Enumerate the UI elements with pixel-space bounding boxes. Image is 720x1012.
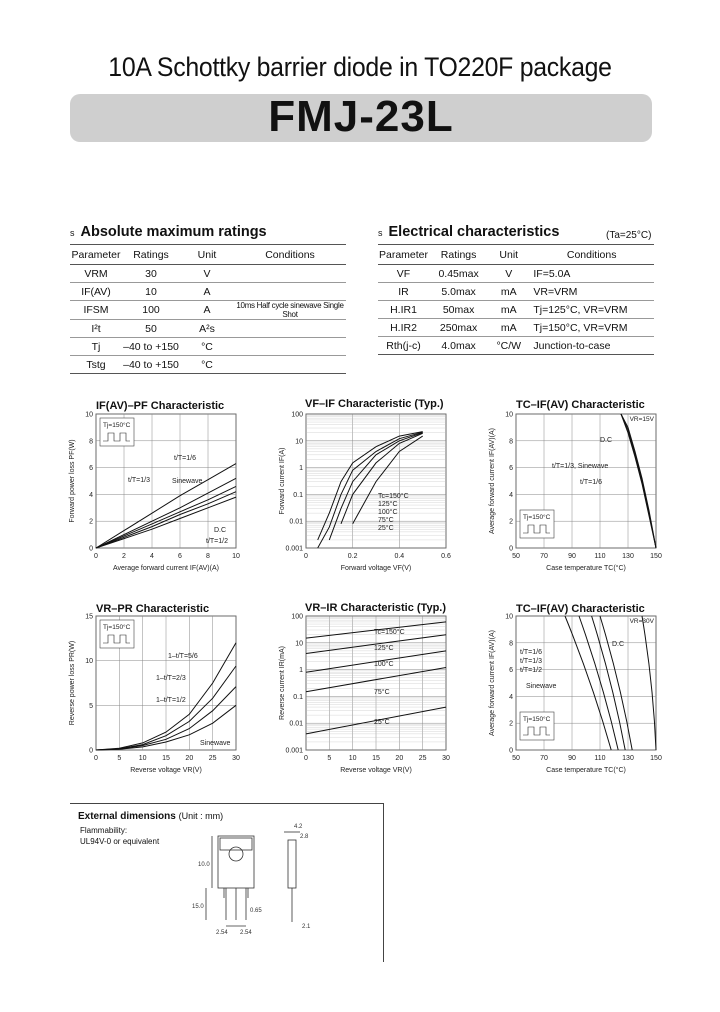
- table-row: H.IR1 50max mA Tj=125°C, VR=VRM: [378, 301, 654, 319]
- x-tick-label: 30: [442, 755, 450, 762]
- annotation-label: Sinewave: [200, 740, 231, 747]
- annotation-label: 1–t/T=1/2: [156, 697, 186, 704]
- x-tick-label: 25: [208, 755, 217, 762]
- dim-label: 2.1: [302, 924, 311, 930]
- annotation-label: D.C: [612, 641, 625, 648]
- chart6-title: TC–IF(AV) Characteristic: [516, 603, 645, 615]
- y-tick-label: 2: [89, 518, 93, 526]
- y-tick-label: 0.01: [289, 720, 303, 728]
- chart-if-vs-tc-15v: [480, 410, 680, 580]
- x-tick-label: 20: [185, 755, 194, 762]
- x-axis-label: Average forward current IF(AV)(A): [113, 565, 219, 572]
- annotation-label: 100°C: [378, 509, 398, 516]
- x-tick-label: 0.6: [441, 553, 451, 560]
- col-header: Unit: [180, 245, 234, 265]
- package-outline-drawing: [190, 818, 330, 958]
- tj-inset-label: Tj=150°C: [103, 624, 131, 631]
- y-tick-label: 10: [85, 411, 93, 419]
- x-tick-label: 130: [622, 755, 634, 762]
- y-tick-label: 8: [509, 640, 513, 648]
- table-row: VRM 30 V: [70, 265, 346, 283]
- abs-max-table: [70, 244, 346, 374]
- annotation-label: t/T=1/2: [206, 538, 228, 545]
- y-axis-label: Forward power loss PF(W): [69, 439, 76, 523]
- y-axis-label: Average forward current IF(AV)(A): [489, 428, 496, 534]
- annotation-label: 25°C: [374, 719, 390, 726]
- annotation-label: t/T=1/6: [520, 649, 542, 656]
- x-tick-label: 10: [348, 755, 357, 762]
- table-row: VF 0.45max V IF=5.0A: [378, 265, 654, 283]
- y-tick-label: 100: [291, 411, 303, 419]
- col-header: Conditions: [234, 245, 346, 265]
- x-tick-label: 5: [327, 755, 332, 762]
- y-axis-label: Average forward current IF(AV)(A): [489, 630, 496, 736]
- flammability-value: UL94V-0 or equivalent: [80, 837, 160, 846]
- x-tick-label: 90: [568, 755, 576, 762]
- col-header: Ratings: [429, 245, 488, 265]
- series-line: [642, 616, 656, 750]
- x-tick-label: 150: [650, 755, 662, 762]
- x-tick-label: 0.4: [394, 553, 405, 560]
- x-tick-label: 15: [162, 755, 170, 762]
- y-tick-label: 0.1: [293, 693, 303, 701]
- annotation-label: 125°C: [374, 645, 394, 652]
- x-tick-label: 0: [304, 755, 308, 762]
- x-tick-label: 70: [540, 755, 548, 762]
- annotation-label: Sinewave: [172, 478, 203, 485]
- series-line: [592, 616, 626, 750]
- table-row: Tj –40 to +150 °C: [70, 338, 346, 356]
- y-tick-label: 1: [299, 465, 303, 473]
- annotation-label: t/T=1/3: [520, 658, 542, 665]
- series-line: [96, 464, 236, 548]
- y-tick-label: 2: [509, 518, 513, 526]
- col-header: Parameter: [378, 245, 429, 265]
- x-tick-label: 10: [232, 553, 240, 560]
- dim-label: 2.8: [300, 834, 309, 840]
- annotation-label: t/T=1/6: [174, 455, 196, 462]
- table-row: I²t 50 A²s: [70, 320, 346, 338]
- annotation-label: Sinewave: [526, 683, 557, 690]
- table-row: Rth(j-c) 4.0max °C/W Junction-to-case: [378, 337, 654, 355]
- y-tick-label: 8: [509, 438, 513, 446]
- x-axis-label: Case temperature TC(°C): [546, 767, 626, 774]
- condition-label: VR=15V: [629, 416, 654, 423]
- col-header: Ratings: [122, 245, 180, 265]
- dim-label: 0.65: [250, 908, 262, 914]
- y-tick-label: 4: [89, 491, 93, 499]
- tj-inset-label: Tj=150°C: [103, 422, 131, 429]
- annotation-label: D.C: [600, 437, 613, 444]
- x-tick-label: 0: [304, 553, 308, 560]
- x-tick-label: 90: [568, 553, 576, 560]
- chart2-title: VF–IF Characteristic (Typ.): [305, 398, 444, 410]
- y-tick-label: 0: [509, 747, 513, 755]
- tj-inset-label: Tj=150°C: [523, 716, 551, 723]
- condition-label: VR=30V: [629, 618, 654, 625]
- y-tick-label: 15: [85, 613, 93, 621]
- abs-max-heading: s Absolute maximum ratings: [70, 224, 267, 240]
- series-line: [318, 432, 423, 548]
- annotation-label: Tc=150°C: [374, 629, 405, 636]
- chart-if-vs-vf: [270, 410, 470, 580]
- y-tick-label: 4: [509, 693, 513, 701]
- table-row: H.IR2 250max mA Tj=150°C, VR=VRM: [378, 319, 654, 337]
- annotation-label: 1–t/T=5/6: [168, 653, 198, 660]
- annotation-label: 75°C: [378, 517, 394, 524]
- table-row: IFSM 100 A 10ms Half cycle sinewave Single Shot: [70, 301, 346, 320]
- x-tick-label: 50: [512, 553, 520, 560]
- y-tick-label: 5: [89, 702, 93, 710]
- col-header: Unit: [488, 245, 529, 265]
- x-tick-label: 150: [650, 553, 662, 560]
- dim-label: 4.2: [294, 824, 303, 830]
- y-tick-label: 2: [509, 720, 513, 728]
- x-tick-label: 110: [594, 755, 606, 762]
- y-tick-label: 10: [295, 640, 303, 648]
- ta-note: (Ta=25°C): [606, 230, 652, 241]
- y-tick-label: 0: [89, 747, 93, 755]
- x-tick-label: 10: [138, 755, 147, 762]
- annotation-label: 100°C: [374, 661, 394, 668]
- x-tick-label: 25: [418, 755, 427, 762]
- y-tick-label: 0.1: [293, 491, 303, 499]
- chart-pr-vs-vr: [60, 612, 260, 782]
- x-axis-label: Forward voltage VF(V): [340, 565, 412, 572]
- y-tick-label: 1: [299, 667, 303, 675]
- y-tick-label: 10: [85, 658, 93, 666]
- y-tick-label: 4: [509, 491, 513, 499]
- subtitle: 10A Schottky barrier diode in TO220F package: [108, 52, 612, 82]
- chart-ir-vs-vr: [270, 612, 470, 782]
- col-header: Parameter: [70, 245, 122, 265]
- x-tick-label: 6: [178, 553, 182, 560]
- x-axis-label: Reverse voltage VR(V): [340, 767, 412, 774]
- annotation-label: 125°C: [378, 501, 398, 508]
- part-number: FMJ-23L: [268, 92, 454, 141]
- y-axis-label: Reverse current IR(mA): [279, 646, 286, 720]
- dimensions-title: External dimensions (Unit : mm): [78, 811, 224, 822]
- y-tick-label: 6: [509, 667, 513, 675]
- x-tick-label: 30: [232, 755, 240, 762]
- x-axis-label: Reverse voltage VR(V): [130, 767, 202, 774]
- y-tick-label: 10: [295, 438, 303, 446]
- series-line: [621, 414, 656, 548]
- y-axis-label: Forward current IF(A): [279, 447, 286, 515]
- x-tick-label: 110: [594, 553, 606, 560]
- chart3-title: TC–IF(AV) Characteristic: [516, 399, 645, 411]
- annotation-label: D.C: [214, 527, 227, 534]
- series-line: [621, 414, 656, 548]
- annotation-label: t/T=1/2: [520, 667, 542, 674]
- y-tick-label: 0.001: [285, 545, 303, 553]
- y-tick-label: 6: [89, 465, 93, 473]
- chart1-title: IF(AV)–PF Characteristic: [96, 400, 225, 412]
- annotation-label: 1–t/T=2/3: [156, 675, 186, 682]
- dim-label: 2.54: [240, 930, 252, 936]
- x-tick-label: 50: [512, 755, 520, 762]
- y-tick-label: 0.001: [285, 747, 303, 755]
- dim-label: 2.54: [216, 930, 228, 936]
- dim-label: 15.0: [192, 904, 204, 910]
- table-row: IF(AV) 10 A: [70, 283, 346, 301]
- x-tick-label: 4: [150, 553, 154, 560]
- y-tick-label: 0.01: [289, 518, 303, 526]
- chart5-title: VR–IR Characteristic (Typ.): [305, 602, 447, 614]
- y-tick-label: 0: [89, 545, 93, 553]
- x-tick-label: 2: [122, 553, 126, 560]
- col-header: Conditions: [529, 245, 654, 265]
- chart-if-vs-tc-30v: [480, 612, 680, 782]
- x-tick-label: 8: [206, 553, 210, 560]
- annotation-label: 75°C: [374, 689, 390, 696]
- series-line: [579, 616, 618, 750]
- x-tick-label: 0: [94, 755, 98, 762]
- y-tick-label: 10: [505, 411, 513, 419]
- x-tick-label: 0: [94, 553, 98, 560]
- x-tick-label: 0.2: [347, 553, 358, 560]
- dim-label: 10.0: [198, 862, 210, 868]
- table-row: Tstg –40 to +150 °C: [70, 356, 346, 374]
- y-tick-label: 10: [505, 613, 513, 621]
- y-tick-label: 6: [509, 465, 513, 473]
- annotation-label: t/T=1/3: [128, 477, 150, 484]
- y-tick-label: 100: [291, 613, 303, 621]
- x-tick-label: 5: [117, 755, 122, 762]
- annotation-label: 25°C: [378, 525, 394, 532]
- annotation-label: t/T=1/6: [580, 479, 602, 486]
- x-axis-label: Case temperature TC(°C): [546, 565, 626, 572]
- annotation-label: t/T=1/3, Sinewave: [552, 463, 609, 470]
- series-line: [621, 414, 656, 548]
- flammability-label: Flammability:: [80, 826, 128, 835]
- annotation-label: Tc=150°C: [378, 493, 409, 500]
- x-tick-label: 15: [372, 755, 380, 762]
- elec-heading: s Electrical characteristics: [378, 224, 560, 240]
- y-tick-label: 0: [509, 545, 513, 553]
- x-tick-label: 130: [622, 553, 634, 560]
- x-tick-label: 70: [540, 553, 548, 560]
- chart4-title: VR–PR Characteristic: [96, 603, 210, 615]
- elec-table: [378, 244, 654, 355]
- x-tick-label: 20: [395, 755, 404, 762]
- table-row: IR 5.0max mA VR=VRM: [378, 283, 654, 301]
- tj-inset-label: Tj=150°C: [523, 514, 551, 521]
- y-tick-label: 8: [89, 438, 93, 446]
- y-axis-label: Reverse power loss PR(W): [69, 640, 76, 726]
- chart-pf-vs-if: [60, 410, 260, 580]
